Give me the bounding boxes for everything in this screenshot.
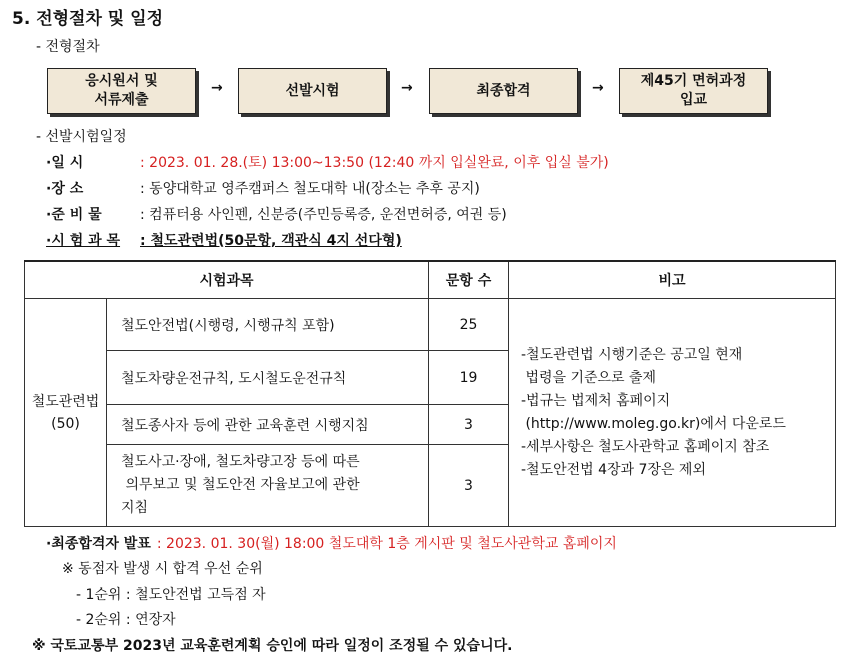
section-title: 5. 전형절차 및 일정 <box>12 9 163 29</box>
exam-subject-label: ·시 험 과 목 <box>46 233 121 249</box>
final-announcement-row <box>46 533 617 553</box>
flow-step-exam: 선발시험 <box>238 68 387 114</box>
count-cell: 3 <box>429 445 509 527</box>
subject-cell: 철도종사자 등에 관한 교육훈련 시행지침 <box>107 405 429 445</box>
exam-date-value: : 2023. 01. 28.(토) 13:00~13:50 (12:40 까지 입실완료, 이후 입실 불가) <box>140 155 609 171</box>
exam-subject-row <box>46 230 402 250</box>
flow-arrow-1: → <box>211 80 223 96</box>
subject-cell: 철도사고·장애, 철도차량고장 등에 따른 의무보고 및 철도안전 자율보고에 관한 지침 <box>107 445 429 527</box>
final-announcement-label: ·최종합격자 발표 <box>46 536 151 552</box>
count-cell: 3 <box>429 405 509 445</box>
exam-subject-value: : 철도관련법(50문항, 객관식 4지 선다형) <box>140 233 402 249</box>
exam-place-label: ·장 소 <box>46 181 84 197</box>
supplies-row <box>46 204 507 224</box>
supplies-value: : 컴퓨터용 사인펜, 신분증(주민등록증, 운전면허증, 여권 등) <box>140 207 507 223</box>
flow-step-final-pass: 최종합격 <box>429 68 578 114</box>
supplies-label: ·준 비 물 <box>46 207 102 223</box>
tie-breaker-note: ※ 동점자 발생 시 합격 우선 순위 <box>62 561 263 577</box>
header-remarks: 비고 <box>509 261 836 299</box>
header-subject: 시험과목 <box>25 261 429 299</box>
procedure-label: - 전형절차 <box>36 39 100 55</box>
priority-second: - 2순위 : 연장자 <box>76 612 176 628</box>
table-row <box>25 299 836 351</box>
flow-step-application: 응시원서 및 서류제출 <box>47 68 196 114</box>
subject-cell: 철도안전법(시행령, 시행규칙 포함) <box>107 299 429 351</box>
flow-arrow-3: → <box>592 80 604 96</box>
subject-cell: 철도차량운전규칙, 도시철도운전규칙 <box>107 351 429 405</box>
footer-note: ※ 국토교통부 2023년 교육훈련계획 승인에 따라 일정이 조정될 수 있습니다. <box>32 638 513 654</box>
flow-step-admission: 제45기 면허과정 입교 <box>619 68 768 114</box>
exam-date-label: ·일 시 <box>46 155 84 171</box>
category-cell: 철도관련법 (50) <box>25 299 107 527</box>
priority-first: - 1순위 : 철도안전법 고득점 자 <box>76 587 266 603</box>
exam-place-value: : 동양대학교 영주캠퍼스 철도대학 내(장소는 추후 공지) <box>140 181 480 197</box>
count-cell: 25 <box>429 299 509 351</box>
schedule-label: - 선발시험일정 <box>36 129 127 145</box>
remarks-cell: -철도관련법 시행기준은 공고일 현재 법령을 기준으로 출제 -법규는 법제처 홈페이지 (http://www.moleg.go.kr)에서 다운로드 -세부사항은 철도사관학교 홈페이지 참조 -철도안전법 4장과 7장은 제외 <box>509 299 836 527</box>
exam-place-row <box>46 178 480 198</box>
header-count: 문항 수 <box>429 261 509 299</box>
final-announcement-value: : 2023. 01. 30(월) 18:00 철도대학 1층 게시판 및 철도사관학교 홈페이지 <box>156 536 617 552</box>
exam-date-row <box>46 152 609 172</box>
table-header-row <box>25 261 836 299</box>
count-cell: 19 <box>429 351 509 405</box>
exam-subject-table <box>24 260 836 527</box>
flow-arrow-2: → <box>401 80 413 96</box>
